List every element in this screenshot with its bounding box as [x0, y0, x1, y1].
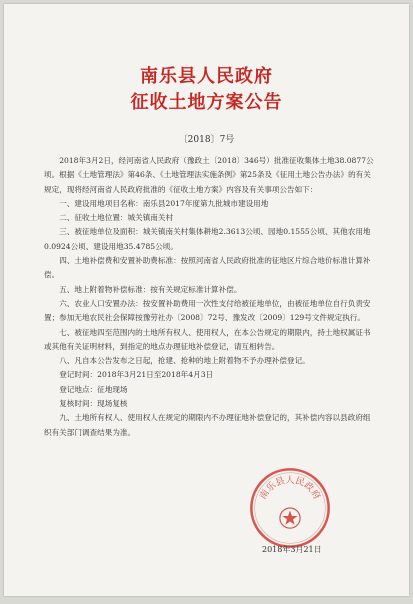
- paragraph-resettlement: 六、农业人口安置办法：按安置补助费用一次性支付给被征地单位，由被征地单位自行负责安置；参加无地农民社会保障按豫劳社办〔2008〕72号、豫发改〔2009〕129号文件规定执行。: [44, 298, 371, 323]
- issuer-title: 南乐县人民政府: [140, 66, 273, 87]
- official-seal: [248, 466, 332, 550]
- paragraph-registration: 七、被征地四至范围内的土地所有权人、使用权人，在本公告规定的期限内，持土地权属证书或其他有关证明材料，到指定的地点办理征地补偿登记，请互相转告。: [44, 327, 371, 351]
- paragraph-project-name: 一、建设用地项目名称：南乐县2017年度第九批城市建设用地: [59, 198, 269, 208]
- announcement-body: [44, 154, 374, 440]
- announcement-page: [4, 4, 409, 596]
- paragraph-intro: 2018年3月2日，经河南省人民政府（豫政土〔2018〕346号）批准征收集体土地38.0877公顷。根据《土地管理法》第46条、《土地管理法实施条例》第25条及《征用土地公告办法》的有关规定，现将经河南省人民政府批准的《征收土地方案》内容及有关事项公告如下：: [44, 156, 374, 194]
- paragraph-units-area: 三、被征地单位及面积：城关镇南关村集体耕地2.3613公顷、园地0.1555公顷、其他农用地0.0924公顷、建设用地35.4785公顷。: [44, 227, 371, 251]
- signature-date: 2018年3月21日: [262, 545, 322, 554]
- paragraph-attachments: 五、地上附着物补偿标准：按有关规定标准计算补偿。: [59, 284, 242, 294]
- registration-place: 登记地点：征地现场: [59, 384, 128, 394]
- review-time: 复核时间：现场复核: [59, 399, 128, 409]
- paragraph-compensation: 四、土地补偿费和安置补助费标准：按照河南省人民政府批准的征地区片综合地价标准计算补偿。: [44, 256, 371, 280]
- seal-emblem-icon: [280, 508, 300, 528]
- document-number: 〔2018〕7号: [178, 135, 235, 145]
- paragraph-location: 二、征收土地位置：城关镇南关村: [59, 213, 174, 223]
- seal-text: 南乐县人民政府: [257, 474, 323, 502]
- announcement-title: 征收土地方案公告: [130, 92, 283, 113]
- registration-time: 登记时间：2018年3月21日至2018年4月3日: [59, 370, 214, 380]
- paragraph-no-rush-build: 八、凡自本公告发布之日起，抢建、抢种的地上附着物不予办理补偿登记。: [59, 356, 310, 366]
- paragraph-failure-to-register: 九、土地所有权人、使用权人在规定的期限内不办理征地补偿登记的，其补偿内容以县政府组织有关部门调查结果为准。: [44, 413, 371, 437]
